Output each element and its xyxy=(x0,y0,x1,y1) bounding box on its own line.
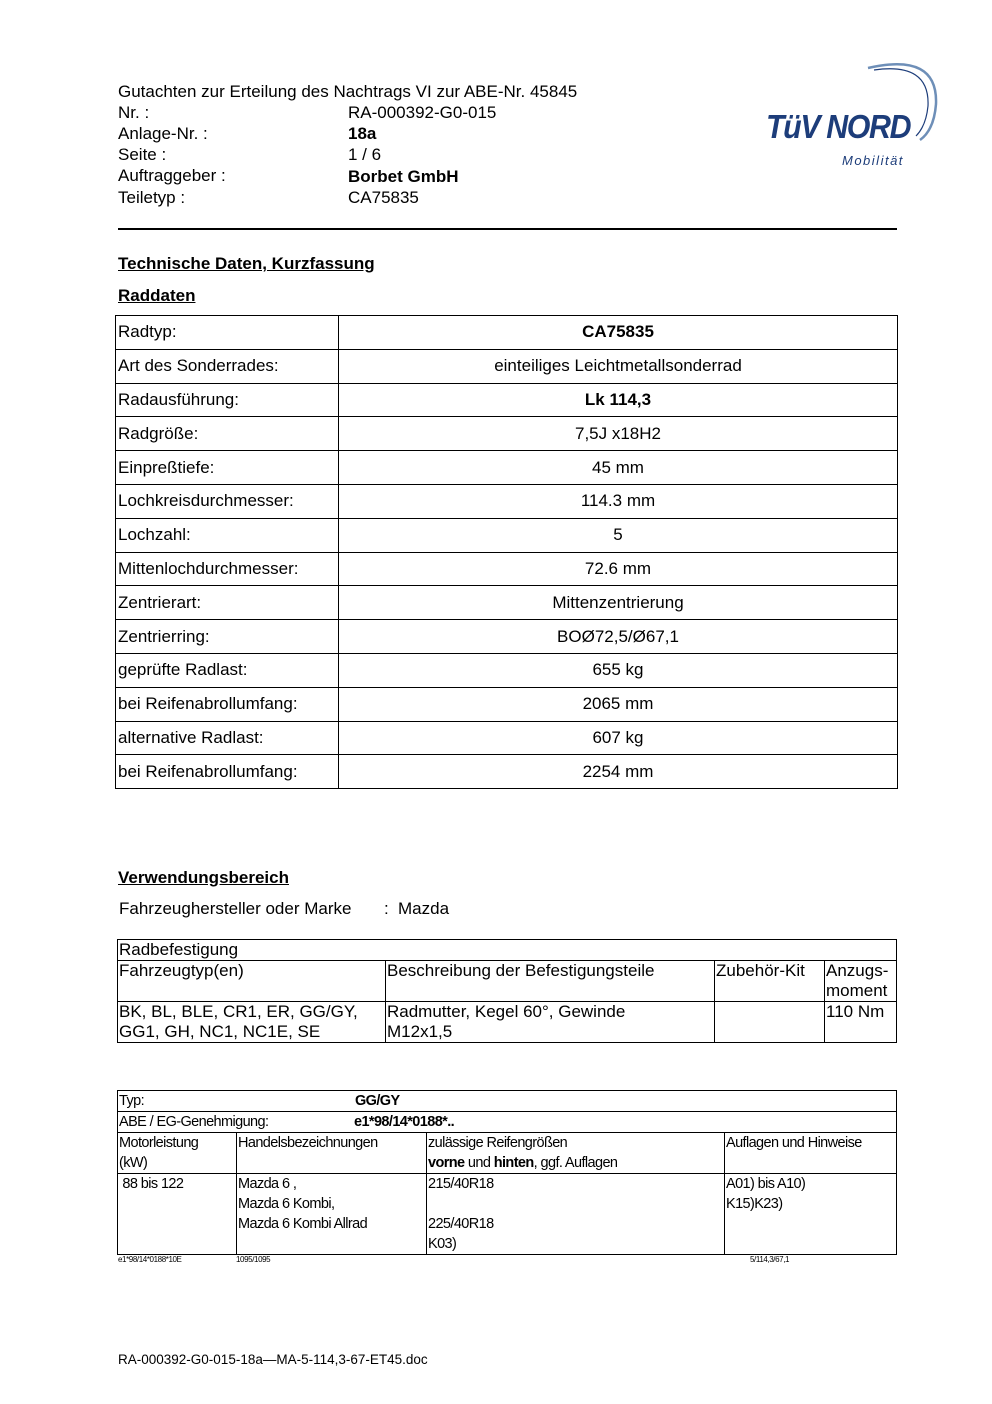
table-row xyxy=(116,586,898,620)
nr-label: Nr. : xyxy=(118,103,150,122)
row-label: Lochkreisdurchmesser: xyxy=(116,484,339,518)
row-value: CA75835 xyxy=(339,316,898,350)
header-motor-line2: (kW) xyxy=(119,1155,148,1171)
teiletyp-value: CA75835 xyxy=(348,188,419,207)
abe-value: e1*98/14*0188*.. xyxy=(354,1114,455,1130)
row-value: Lk 114,3 xyxy=(339,383,898,417)
table-row xyxy=(118,1002,897,1043)
table-row xyxy=(118,940,897,961)
row-value: 7,5J x18H2 xyxy=(339,417,898,451)
table-row xyxy=(116,349,898,383)
verwendung-title: Verwendungsbereich xyxy=(118,868,289,887)
row-value: 114.3 mm xyxy=(339,484,898,518)
auflagen-line: A01) bis A10) xyxy=(726,1176,806,1192)
table-row xyxy=(116,383,898,417)
table-row xyxy=(116,755,898,789)
row-label: Radgröße: xyxy=(116,417,339,451)
fahrzeugtypen-line1: BK, BL, BLE, CR1, ER, GG/GY, xyxy=(119,1002,358,1021)
handel-line: Mazda 6 Kombi, xyxy=(238,1196,335,1212)
header-auflagen: Auflagen und Hinweise xyxy=(725,1133,897,1174)
auflagen-cell xyxy=(725,1174,897,1255)
table-row xyxy=(116,721,898,755)
abe-label: ABE / EG-Genehmigung: xyxy=(119,1114,269,1130)
row-label: Art des Sonderrades: xyxy=(116,349,339,383)
handel-line: Mazda 6 Kombi Allrad xyxy=(238,1216,368,1232)
table-row xyxy=(116,620,898,654)
header-motorleistung xyxy=(118,1133,237,1174)
row-value: 5 xyxy=(339,518,898,552)
auftraggeber-value: Borbet GmbH xyxy=(348,167,459,186)
row-label: Einpreßtiefe: xyxy=(116,451,339,485)
beschreibung-line1: Radmutter, Kegel 60°, Gewinde xyxy=(387,1002,626,1021)
reifen-line xyxy=(428,1194,723,1214)
abe-row xyxy=(118,1112,897,1133)
row-label: Mittenlochdurchmesser: xyxy=(116,552,339,586)
reifen-line: 225/40R18 xyxy=(428,1216,494,1232)
hersteller-sep: : xyxy=(384,899,389,918)
header-reifen-line1: zulässige Reifengrößen xyxy=(428,1135,568,1151)
table-row xyxy=(116,653,898,687)
table-row xyxy=(116,552,898,586)
header-handelsbezeichnungen: Handelsbezeichnungen xyxy=(237,1133,427,1174)
section-title: Technische Daten, Kurzfassung xyxy=(118,254,375,273)
beschreibung-line2: M12x1,5 xyxy=(387,1022,453,1041)
table-row xyxy=(116,518,898,552)
seite-label: Seite : xyxy=(118,145,167,164)
fahrzeugtypen-cell xyxy=(118,1002,386,1043)
footnote-approval: e1*98/14*0188*10E xyxy=(118,1255,182,1264)
hersteller-value: Mazda xyxy=(398,899,450,918)
motorleistung-cell: 88 bis 122 xyxy=(118,1174,237,1255)
footnote-count: 1095/1095 xyxy=(236,1255,271,1264)
reifen-line: K03) xyxy=(428,1236,457,1252)
zubehoer-cell xyxy=(715,1002,825,1043)
reifengroessen-cell xyxy=(427,1174,725,1255)
header-beschreibung: Beschreibung der Befestigungsteile xyxy=(386,961,715,1002)
header-moment: moment xyxy=(826,981,888,1000)
row-label: alternative Radlast: xyxy=(116,721,339,755)
anzugsmoment-cell: 110 Nm xyxy=(825,1002,897,1043)
table-row xyxy=(116,417,898,451)
row-value: einteiliges Leichtmetallsonderrad xyxy=(339,349,898,383)
typ-table xyxy=(117,1090,897,1255)
header-anzugs: Anzugs- xyxy=(826,961,889,980)
seite-value: 1 / 6 xyxy=(348,145,382,164)
header-zubehoer: Zubehör-Kit xyxy=(715,961,825,1002)
table-header-row xyxy=(118,961,897,1002)
header-reifen-hinten: hinten xyxy=(493,1155,534,1171)
row-label: Radausführung: xyxy=(116,383,339,417)
typ-row xyxy=(118,1091,897,1112)
row-value: 607 kg xyxy=(339,721,898,755)
row-label: Zentrierart: xyxy=(116,586,339,620)
beschreibung-cell xyxy=(386,1002,715,1043)
header-anzugsmoment xyxy=(825,961,897,1002)
nr-value: RA-000392-G0-015 xyxy=(348,103,497,122)
hersteller-label: Fahrzeughersteller oder Marke xyxy=(119,899,352,918)
raddaten-table xyxy=(115,315,898,789)
befestigung-title: Radbefestigung xyxy=(118,940,897,961)
header-reifen-und: und xyxy=(464,1155,494,1171)
table-row xyxy=(116,484,898,518)
anlage-value: 18a xyxy=(348,124,377,143)
table-row xyxy=(116,451,898,485)
row-label: geprüfte Radlast: xyxy=(116,653,339,687)
row-label: Radtyp: xyxy=(116,316,339,350)
row-value: 72.6 mm xyxy=(339,552,898,586)
header-motor-line1: Motorleistung xyxy=(119,1135,199,1151)
anlage-label: Anlage-Nr. : xyxy=(118,124,208,143)
table-header-row xyxy=(118,1133,897,1174)
auflagen-line: K15)K23) xyxy=(726,1196,783,1212)
reifen-line: 215/40R18 xyxy=(428,1176,494,1192)
row-value: BOØ72,5/Ø67,1 xyxy=(339,620,898,654)
row-value: 45 mm xyxy=(339,451,898,485)
row-label: bei Reifenabrollumfang: xyxy=(116,755,339,789)
logo-wordmark: TüV NORD xyxy=(766,108,911,145)
befestigung-table xyxy=(117,939,897,1043)
header-reifen-vorne: vorne xyxy=(428,1155,465,1171)
logo-subtitle: Mobilität xyxy=(842,153,904,168)
handel-line: Mazda 6 , xyxy=(238,1176,297,1192)
table-row xyxy=(118,1174,897,1255)
abe-cell xyxy=(118,1112,897,1133)
row-value: 2254 mm xyxy=(339,755,898,789)
row-value: 2065 mm xyxy=(339,687,898,721)
teiletyp-label: Teiletyp : xyxy=(118,188,186,207)
row-value: 655 kg xyxy=(339,653,898,687)
table-row xyxy=(116,687,898,721)
tuev-nord-logo xyxy=(760,58,945,178)
footer-filename: RA-000392-G0-015-18a—MA-5-114,3-67-ET45.doc xyxy=(118,1352,428,1367)
row-label: Zentrierring: xyxy=(116,620,339,654)
raddaten-title: Raddaten xyxy=(118,286,196,305)
handelsbezeichnungen-cell xyxy=(237,1174,427,1255)
typ-label: Typ: xyxy=(119,1093,144,1109)
header-fahrzeugtyp: Fahrzeugtyp(en) xyxy=(118,961,386,1002)
typ-cell xyxy=(118,1091,897,1112)
header-rule xyxy=(118,228,897,230)
fahrzeugtypen-line2: GG1, GH, NC1, NC1E, SE xyxy=(119,1022,321,1041)
footnote-code: 5/114,3/67,1 xyxy=(750,1255,790,1264)
header-reifengroessen xyxy=(427,1133,725,1174)
row-label: Lochzahl: xyxy=(116,518,339,552)
table-row xyxy=(116,316,898,350)
row-label: bei Reifenabrollumfang: xyxy=(116,687,339,721)
document-title: Gutachten zur Erteilung des Nachtrags VI zur ABE-Nr. 45845 xyxy=(118,82,578,101)
header-reifen-rest: , ggf. Auflagen xyxy=(533,1155,618,1171)
row-value: Mittenzentrierung xyxy=(339,586,898,620)
typ-value: GG/GY xyxy=(355,1093,400,1109)
auftraggeber-label: Auftraggeber : xyxy=(118,166,226,185)
